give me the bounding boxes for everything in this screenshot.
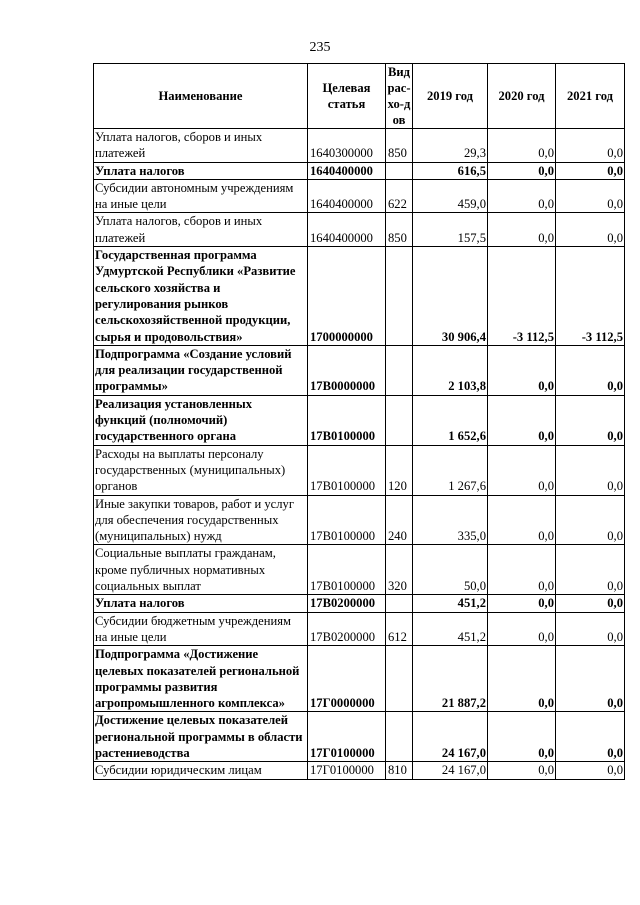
row-name: Уплата налогов xyxy=(94,595,308,612)
row-2019: 616,5 xyxy=(413,162,488,179)
table-row xyxy=(94,445,625,495)
row-name: Уплата налогов, сборов и иных платежей xyxy=(94,213,308,247)
row-expense-type: 320 xyxy=(386,545,413,595)
row-expense-type xyxy=(386,395,413,445)
table-row xyxy=(94,179,625,213)
row-2021: 0,0 xyxy=(556,595,625,612)
row-2021: 0,0 xyxy=(556,395,625,445)
row-2020: 0,0 xyxy=(488,345,556,395)
row-2020: -3 112,5 xyxy=(488,247,556,346)
row-expense-type xyxy=(386,162,413,179)
row-2020: 0,0 xyxy=(488,712,556,762)
row-name: Уплата налогов xyxy=(94,162,308,179)
page-number: 235 xyxy=(309,40,331,55)
row-2019: 459,0 xyxy=(413,179,488,213)
row-2021: 0,0 xyxy=(556,712,625,762)
row-2021: 0,0 xyxy=(556,213,625,247)
row-expense-type: 612 xyxy=(386,612,413,646)
row-expense-type: 240 xyxy=(386,495,413,545)
row-2020: 0,0 xyxy=(488,612,556,646)
row-2019: 451,2 xyxy=(413,612,488,646)
row-2021: 0,0 xyxy=(556,762,625,779)
row-name: Достижение целевых показателей региональной программы в области растениеводства xyxy=(94,712,308,762)
row-expense-type xyxy=(386,345,413,395)
row-2020: 0,0 xyxy=(488,595,556,612)
row-2020: 0,0 xyxy=(488,162,556,179)
row-code: 17Г0100000 xyxy=(308,762,386,779)
row-2020: 0,0 xyxy=(488,179,556,213)
row-2021: 0,0 xyxy=(556,646,625,712)
row-name: Иные закупки товаров, работ и услуг для обеспечения государственных (муниципальных) нужд xyxy=(94,495,308,545)
header-type: Вид рас-хо-дов xyxy=(387,65,411,127)
row-2019: 24 167,0 xyxy=(413,712,488,762)
table-row xyxy=(94,247,625,346)
row-2020: 0,0 xyxy=(488,762,556,779)
row-code: 17В0100000 xyxy=(308,395,386,445)
header-name: Наименование xyxy=(94,64,308,129)
table-row xyxy=(94,345,625,395)
row-code: 1640400000 xyxy=(308,213,386,247)
row-expense-type xyxy=(386,595,413,612)
header-2020: 2020 год xyxy=(488,64,556,129)
row-expense-type xyxy=(386,247,413,346)
row-2021: 0,0 xyxy=(556,179,625,213)
table-row xyxy=(94,213,625,247)
row-2020: 0,0 xyxy=(488,445,556,495)
row-2019: 50,0 xyxy=(413,545,488,595)
row-name: Подпрограмма «Достижение целевых показателей региональной программы развития агропромышленного комплекса» xyxy=(94,646,308,712)
row-code: 17В0100000 xyxy=(308,495,386,545)
row-code: 1640400000 xyxy=(308,179,386,213)
row-code: 17В0000000 xyxy=(308,345,386,395)
table-row xyxy=(94,762,625,779)
row-code: 1640300000 xyxy=(308,129,386,163)
row-2021: 0,0 xyxy=(556,612,625,646)
row-code: 17В0100000 xyxy=(308,545,386,595)
row-2019: 157,5 xyxy=(413,213,488,247)
table-row xyxy=(94,545,625,595)
table-row xyxy=(94,129,625,163)
row-2021: 0,0 xyxy=(556,345,625,395)
row-2019: 29,3 xyxy=(413,129,488,163)
row-name: Государственная программа Удмуртской Республики «Развитие сельского хозяйства и регулирования рынков сельскохозяйственной продукции, сырья и продовольствия» xyxy=(94,247,308,346)
row-name: Субсидии автономным учреждениям на иные цели xyxy=(94,179,308,213)
row-expense-type xyxy=(386,712,413,762)
row-2020: 0,0 xyxy=(488,646,556,712)
row-2019: 21 887,2 xyxy=(413,646,488,712)
row-expense-type: 120 xyxy=(386,445,413,495)
row-expense-type: 622 xyxy=(386,179,413,213)
row-name: Расходы на выплаты персоналу государственных (муниципальных) органов xyxy=(94,445,308,495)
table-row xyxy=(94,162,625,179)
row-2021: 0,0 xyxy=(556,129,625,163)
row-2019: 1 652,6 xyxy=(413,395,488,445)
table-row xyxy=(94,712,625,762)
row-expense-type: 810 xyxy=(386,762,413,779)
row-2021: 0,0 xyxy=(556,495,625,545)
row-2019: 1 267,6 xyxy=(413,445,488,495)
row-name: Субсидии бюджетным учреждениям на иные цели xyxy=(94,612,308,646)
table-body xyxy=(94,129,625,780)
row-2019: 335,0 xyxy=(413,495,488,545)
header-code: Целевая статья xyxy=(308,64,386,129)
row-2021: 0,0 xyxy=(556,445,625,495)
row-2021: 0,0 xyxy=(556,545,625,595)
header-2019: 2019 год xyxy=(413,64,488,129)
row-2019: 30 906,4 xyxy=(413,247,488,346)
table-row xyxy=(94,612,625,646)
row-expense-type xyxy=(386,646,413,712)
row-code: 17В0100000 xyxy=(308,445,386,495)
row-code: 17Г0100000 xyxy=(308,712,386,762)
row-code: 17Г0000000 xyxy=(308,646,386,712)
row-2021: 0,0 xyxy=(556,162,625,179)
row-code: 17В0200000 xyxy=(308,595,386,612)
table-row xyxy=(94,495,625,545)
header-2021: 2021 год xyxy=(556,64,625,129)
row-code: 17В0200000 xyxy=(308,612,386,646)
table-row xyxy=(94,595,625,612)
row-code: 1700000000 xyxy=(308,247,386,346)
row-2020: 0,0 xyxy=(488,213,556,247)
row-2019: 451,2 xyxy=(413,595,488,612)
row-name: Подпрограмма «Создание условий для реализации государственной программы» xyxy=(94,345,308,395)
row-expense-type: 850 xyxy=(386,213,413,247)
row-name: Реализация установленных функций (полномочий) государственного органа xyxy=(94,395,308,445)
row-name: Социальные выплаты гражданам, кроме публичных нормативных социальных выплат xyxy=(94,545,308,595)
row-2020: 0,0 xyxy=(488,545,556,595)
row-2020: 0,0 xyxy=(488,129,556,163)
row-2020: 0,0 xyxy=(488,395,556,445)
row-2021: -3 112,5 xyxy=(556,247,625,346)
row-2019: 24 167,0 xyxy=(413,762,488,779)
row-name: Уплата налогов, сборов и иных платежей xyxy=(94,129,308,163)
table-header-row xyxy=(94,64,625,129)
budget-table xyxy=(93,63,625,780)
row-expense-type: 850 xyxy=(386,129,413,163)
row-2019: 2 103,8 xyxy=(413,345,488,395)
row-name: Субсидии юридическим лицам xyxy=(94,762,308,779)
row-2020: 0,0 xyxy=(488,495,556,545)
table-row xyxy=(94,646,625,712)
row-code: 1640400000 xyxy=(308,162,386,179)
table-row xyxy=(94,395,625,445)
